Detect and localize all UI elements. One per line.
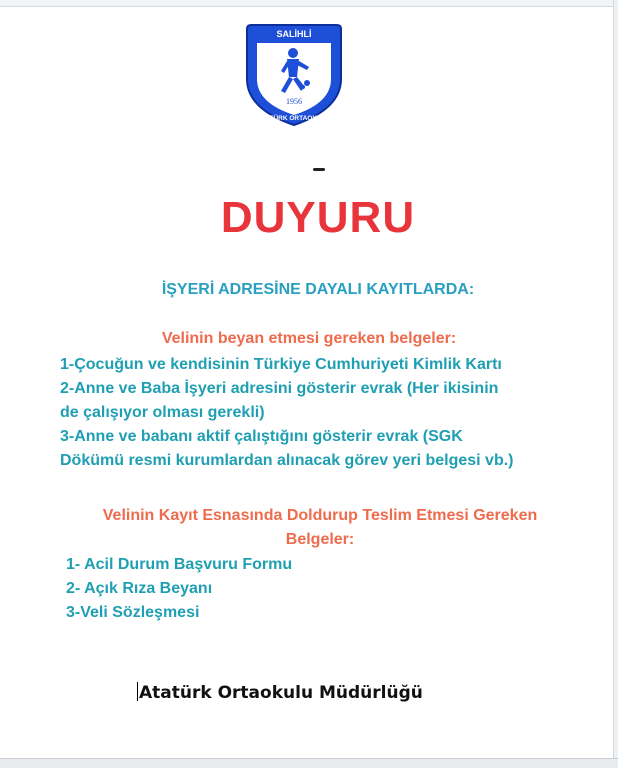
signature-text: Atatürk Ortaokulu Müdürlüğü (139, 683, 423, 703)
logo-top-text: SALİHLİ (276, 29, 312, 39)
list-item: 3-Anne ve babanı aktif çalıştığını gösterir evrak (SGK (60, 428, 463, 445)
section2-heading-line2: Belgeler: (285, 531, 355, 548)
divider-mark (313, 168, 325, 171)
school-logo (243, 21, 345, 129)
announcement-title: DUYURU (220, 193, 416, 242)
text-cursor (137, 682, 138, 701)
announcement-subtitle: İŞYERİ ADRESİNE DAYALI KAYITLARDA: (161, 281, 475, 298)
window-right-border (613, 0, 618, 768)
list-item: 1- Acil Durum Başvuru Formu (66, 556, 293, 573)
list-item: de çalışıyor olması gerekli) (60, 404, 265, 421)
list-item: 1-Çocuğun ve kendisinin Türkiye Cumhuriyeti Kimlik Kartı (60, 356, 502, 373)
window-top-border (0, 0, 618, 7)
section2-heading (60, 504, 580, 552)
section2-list (66, 553, 292, 625)
list-item: 2- Açık Rıza Beyanı (66, 580, 213, 597)
list-item: Dökümü resmi kurumlardan alınacak görev yeri belgesi vb.) (60, 452, 514, 469)
section1-heading: Velinin beyan etmesi gereken belgeler: (161, 330, 457, 347)
logo-bottom-text: ATATÜRK ORTAOKULU (257, 115, 331, 122)
signature-line (137, 682, 423, 703)
list-item: 3-Veli Sözleşmesi (66, 604, 200, 621)
section1-list (60, 353, 600, 473)
section2-heading-line1: Velinin Kayıt Esnasında Doldurup Teslim Etmesi Gereken (102, 507, 538, 524)
list-item: 2-Anne ve Baba İşyeri adresini gösterir evrak (Her ikisinin (60, 380, 499, 397)
logo-year: 1956 (286, 97, 302, 106)
window-bottom-border (0, 758, 618, 768)
